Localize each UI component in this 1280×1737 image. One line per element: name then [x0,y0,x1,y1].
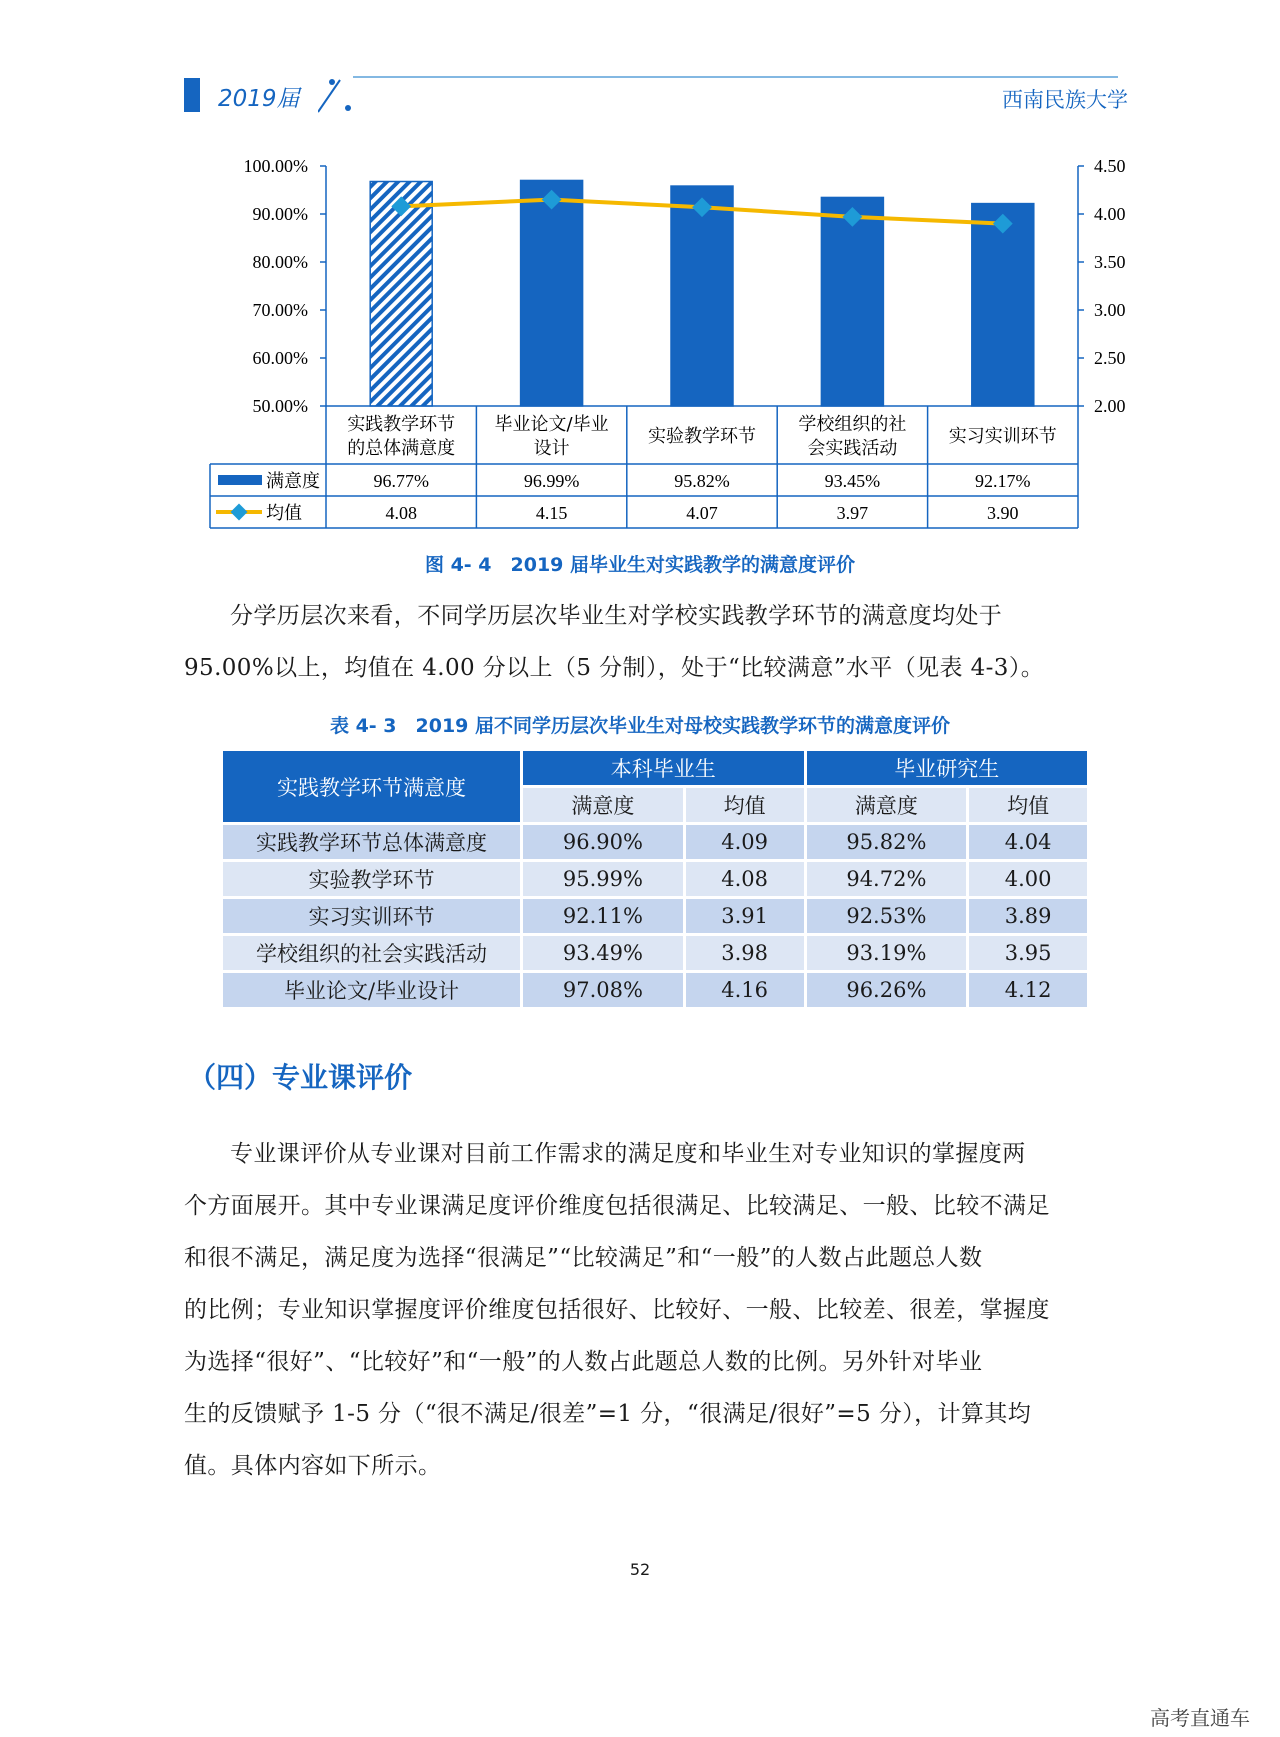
table-cell: 96.90% [523,825,683,859]
data-label: 3.97 [836,503,869,523]
table-4-3 [220,748,1090,1010]
table-row [223,862,1087,896]
table-group-header: 毕业研究生 [807,751,1087,785]
table-cell: 实习实训环节 [223,899,520,933]
table-cell: 毕业论文/毕业设计 [223,973,520,1007]
y-tick-label-left: 60.00% [252,348,308,368]
table-cell: 实验教学环节 [223,862,520,896]
table-cell: 4.12 [969,973,1087,1007]
data-label: 95.82% [674,471,730,491]
table-cell: 94.72% [807,862,967,896]
table-cell: 3.95 [969,936,1087,970]
table-subheader: 满意度 [807,788,967,822]
table-cell: 93.19% [807,936,967,970]
y-tick-label-right: 4.50 [1094,156,1126,176]
y-tick-label-right: 2.50 [1094,348,1126,368]
data-label: 93.45% [824,471,881,491]
table-cell: 97.08% [523,973,683,1007]
legend-marker-key [231,504,248,521]
bar [671,186,733,406]
table-caption: 表 4- 3 2019 届不同学历层次毕业生对母校实践教学环节的满意度评价 [329,715,951,737]
y-tick-label-right: 4.00 [1094,204,1126,224]
section-title: （四）专业课评价 [188,1061,413,1094]
bar [972,204,1034,406]
legend-label: 均值 [266,503,302,524]
table-cell: 3.91 [686,899,804,933]
table-cell: 4.09 [686,825,804,859]
data-label: 96.77% [373,471,429,491]
paragraph-line: 个方面展开。其中专业课满足度评价维度包括很满足、比较满足、一般、比较不满足 [184,1193,1050,1219]
table-corner-header: 实践教学环节满意度 [223,751,520,822]
table-row [223,973,1087,1007]
x-tick-label: 设计 [533,438,570,459]
table-cell: 95.82% [807,825,967,859]
figure-caption: 图 4- 4 2019 届毕业生对实践教学的满意度评价 [424,554,856,576]
watermark: 高考直通车 [1150,1706,1250,1730]
table-cell: 4.16 [686,973,804,1007]
legend-bar-key [218,475,262,485]
y-tick-label-left: 80.00% [252,252,308,272]
table-cell: 4.04 [969,825,1087,859]
y-tick-label-right: 3.00 [1094,300,1126,320]
paragraph-line: 生的反馈赋予 1-5 分（“很不满足/很差”=1 分，“很满足/很好”=5 分），计算其均 [184,1401,1032,1427]
table-cell: 4.08 [686,862,804,896]
table-cell: 92.53% [807,899,967,933]
table-subheader: 满意度 [523,788,683,822]
y-tick-label-left: 70.00% [252,300,308,320]
bar [521,180,583,406]
table-cell: 实践教学环节总体满意度 [223,825,520,859]
data-label: 96.99% [523,471,580,491]
paragraph-line: 为选择“很好”、“比较好”和“一般”的人数占此题总人数的比例。另外针对毕业 [184,1349,983,1375]
satisfaction-chart [0,0,1280,560]
x-tick-label: 毕业论文/毕业 [494,414,609,435]
x-tick-label: 实验教学环节 [648,426,756,447]
table-group-header: 本科毕业生 [523,751,803,785]
table-row [223,899,1087,933]
table-cell: 3.89 [969,899,1087,933]
table-cell: 学校组织的社会实践活动 [223,936,520,970]
paragraph-1 [184,590,1130,694]
x-tick-label: 会实践活动 [807,438,898,459]
paragraph-line: 95.00%以上，均值在 4.00 分以上（5 分制），处于“比较满意”水平（见表 4-3）。 [184,655,1045,681]
table-row [223,936,1087,970]
y-tick-label-left: 90.00% [252,204,308,224]
x-tick-label: 实践教学环节 [347,414,456,435]
data-label: 4.08 [385,503,417,523]
data-label: 4.07 [686,503,718,523]
table-cell: 4.00 [969,862,1087,896]
table-row [223,825,1087,859]
y-tick-label-left: 50.00% [252,396,308,416]
x-tick-label: 实习实训环节 [948,426,1057,447]
x-tick-label: 学校组织的社 [798,414,907,435]
table-cell: 92.11% [523,899,683,933]
header-year-label: 2019届 [218,86,300,112]
header-school-name: 西南民族大学 [1002,88,1128,112]
paragraph-line: 专业课评价从专业课对目前工作需求的满足度和毕业生对专业知识的掌握度两 [230,1141,1026,1167]
y-tick-label-left: 100.00% [243,156,308,176]
data-label: 4.15 [535,503,568,523]
y-tick-label-right: 2.00 [1094,396,1126,416]
paragraph-2 [184,1128,1130,1492]
data-label: 92.17% [975,471,1031,491]
page-number: 52 [629,1560,651,1579]
table-cell: 95.99% [523,862,683,896]
data-label: 3.90 [987,503,1019,523]
paragraph-line: 分学历层次来看，不同学历层次毕业生对学校实践教学环节的满意度均处于 [230,603,1003,629]
x-tick-label: 的总体满意度 [347,438,456,459]
paragraph-line: 的比例；专业知识掌握度评价维度包括很好、比较好、一般、比较差、很差，掌握度 [184,1297,1050,1323]
paragraph-line: 值。具体内容如下所示。 [184,1453,442,1479]
bar [821,197,883,406]
table-cell: 93.49% [523,936,683,970]
table-subheader: 均值 [969,788,1087,822]
y-tick-label-right: 3.50 [1094,252,1126,272]
paragraph-line: 和很不满足，满足度为选择“很满足”“比较满足”和“一般”的人数占此题总人数 [184,1245,983,1271]
table-subheader: 均值 [686,788,804,822]
table-cell: 3.98 [686,936,804,970]
table-cell: 96.26% [807,973,967,1007]
legend-label: 满意度 [266,471,320,492]
